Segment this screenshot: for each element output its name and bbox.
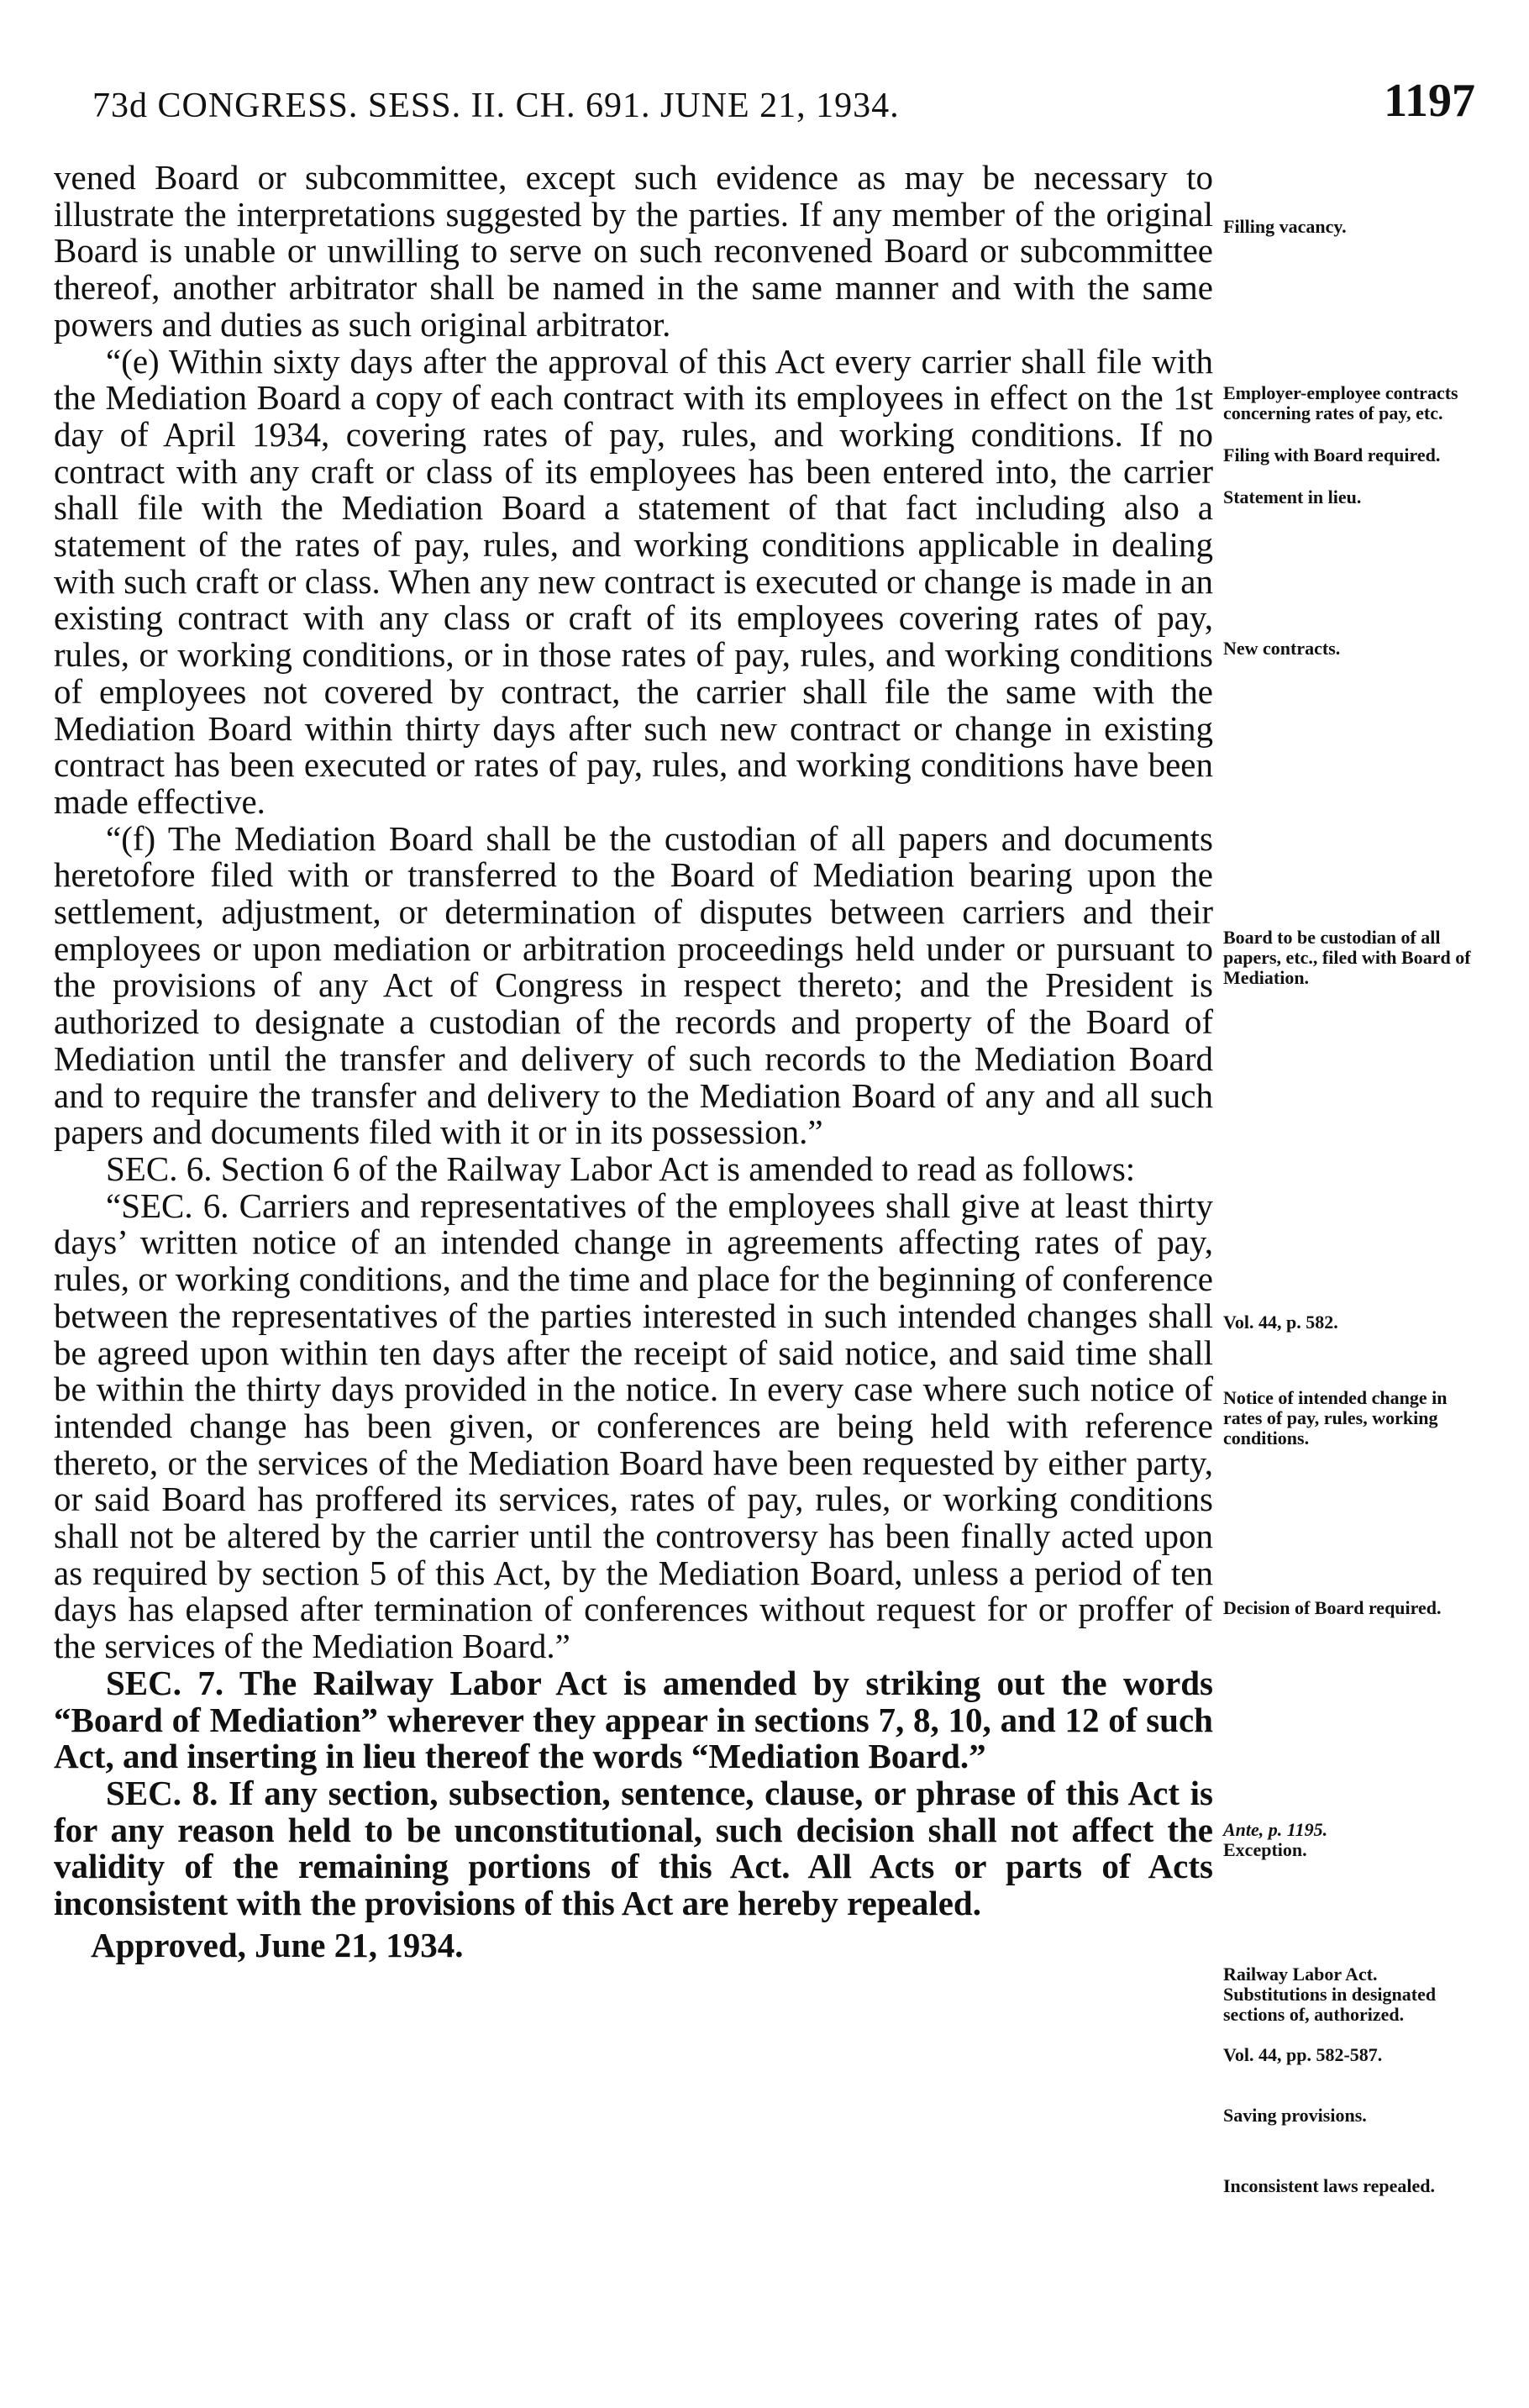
margin-note-substitutions: Railway Labor Act. Substitutions in designated sections of, authorized. [1223, 1964, 1437, 2025]
paragraph-sec-6-text: “SEC. 6. Carriers and representatives of the employees shall give at least thirty days’ written notice of an intended change in agreements affecting rates of pay, rules, or working conditions, and the time and place for the beginning of conference between the representatives of the parties interested in such intended changes shall be agreed upon within ten days after the receipt of said notice, and said time shall be within the thirty days provided in the notice. In every case where such notice of intended change has been given, or conferences are being held with reference thereto, or the services of the Mediation Board have been requested by either party, or said Board has proffered its services, rates of pay, rules, or working conditions shall not be altered by the carrier until the controversy has been finally acted upon as required by section 5 of this Act, by the Mediation Board, unless a period of ten days has elapsed after termination of conferences without request for or proffer of the services of the Mediation Board.” [54, 1186, 1213, 1666]
margin-note-statement-in-lieu: Statement in lieu. [1223, 486, 1362, 507]
margin-note-vol-44-pp-582-587: Vol. 44, pp. 582-587. [1223, 2044, 1383, 2065]
margin-note-vol-44-p-582: Vol. 44, p. 582. [1223, 1312, 1338, 1333]
margin-note-ante-p-1195: Ante, p. 1195. [1223, 1819, 1328, 1840]
margin-note-saving-provisions: Saving provisions. [1223, 2105, 1367, 2126]
margin-note-decision-required: Decision of Board required. [1223, 1597, 1442, 1618]
paragraph-sec-7: SEC. 7. The Railway Labor Act is amended by striking out the words “Board of Mediation” wherever they appear in sections 7, 8, 10, and 12 of such Act, and inserting in lieu thereof the words “Mediation Board.” [54, 1663, 1213, 1776]
paragraph-subsection-f: “(f) The Mediation Board shall be the custodian of all papers and documents heretofore filed with or transferred to the Board of Mediation bearing upon the settlement, adjustment, or determination of disputes between carriers and their employees or upon mediation or arbitration proceedings held under or pursuant to the provisions of any Act of Congress in respect thereto; and the President is authorized to designate a custodian of the records and property of the Board of Mediation until the transfer and delivery of such records to the Mediation Board and to require the transfer and delivery to the Mediation Board of any and all such papers and documents filed with it or in its possession.” [54, 818, 1213, 1152]
margin-note-notice-of-change: Notice of intended change in rates of pay, rules, working conditions. [1223, 1387, 1448, 1448]
margin-note-board-custodian: Board to be custodian of all papers, etc., filed with Board of Mediation. [1223, 927, 1471, 988]
main-text [54, 160, 1213, 1964]
margin-note-filling-vacancy: Filling vacancy. [1223, 216, 1347, 237]
margin-note-filing-required: Filing with Board required. [1223, 444, 1441, 465]
running-head: 73d CONGRESS. SESS. II. CH. 691. JUNE 21, 1934. [92, 87, 900, 125]
margin-note-employer-contracts: Employer-employee contracts concerning rates of pay, etc. [1223, 382, 1458, 423]
paragraph-sec-6: SEC. 6. Section 6 of the Railway Labor Act is amended to read as follows: [106, 1149, 1136, 1188]
margin-note-inconsistent-laws: Inconsistent laws repealed. [1223, 2175, 1435, 2196]
margin-note-exception: Exception. [1223, 1839, 1307, 1860]
paragraph-sec-8: SEC. 8. If any section, subsection, sentence, clause, or phrase of this Act is for any reason held to be unconstitutional, such decision shall not affect the validity of the remaining portions of this Act. All Acts or parts of Acts inconsistent with the provisions of this Act are hereby repealed. [54, 1773, 1213, 1923]
paragraph-subsection-e: “(e) Within sixty days after the approval of this Act every carrier shall file with the Mediation Board a copy of each contract with its employees in effect on the 1st day of April 1934, covering rates of pay, rules, and working conditions. If no contract with any craft or class of its employees has been entered into, the carrier shall file with the Mediation Board a statement of that fact including also a statement of the rates of pay, rules, and working conditions applicable in dealing with such craft or class. When any new contract is executed or change is made in an existing contract with any class or craft of its employees covering rates of pay, rules, or working conditions, or in those rates of pay, rules, and working conditions of employees not covered by contract, the carrier shall file the same with the Mediation Board within thirty days after such new contract or change in existing contract has been executed or rates of pay, rules, and working conditions have been made effective. [54, 341, 1213, 821]
paragraph-arbitrator: vened Board or subcommittee, except such evidence as may be necessary to illustrate the interpretations suggested by the parties. If any member of the original Board is unable or unwilling to serve on such reconvened Board or subcommittee thereof, another arbitrator shall be named in the same manner and with the same powers and duties as such original arbitrator. [54, 158, 1213, 344]
page-number: 1197 [1384, 75, 1475, 127]
approval-line: Approved, June 21, 1934. [91, 1925, 464, 1964]
margin-note-new-contracts: New contracts. [1223, 638, 1341, 659]
